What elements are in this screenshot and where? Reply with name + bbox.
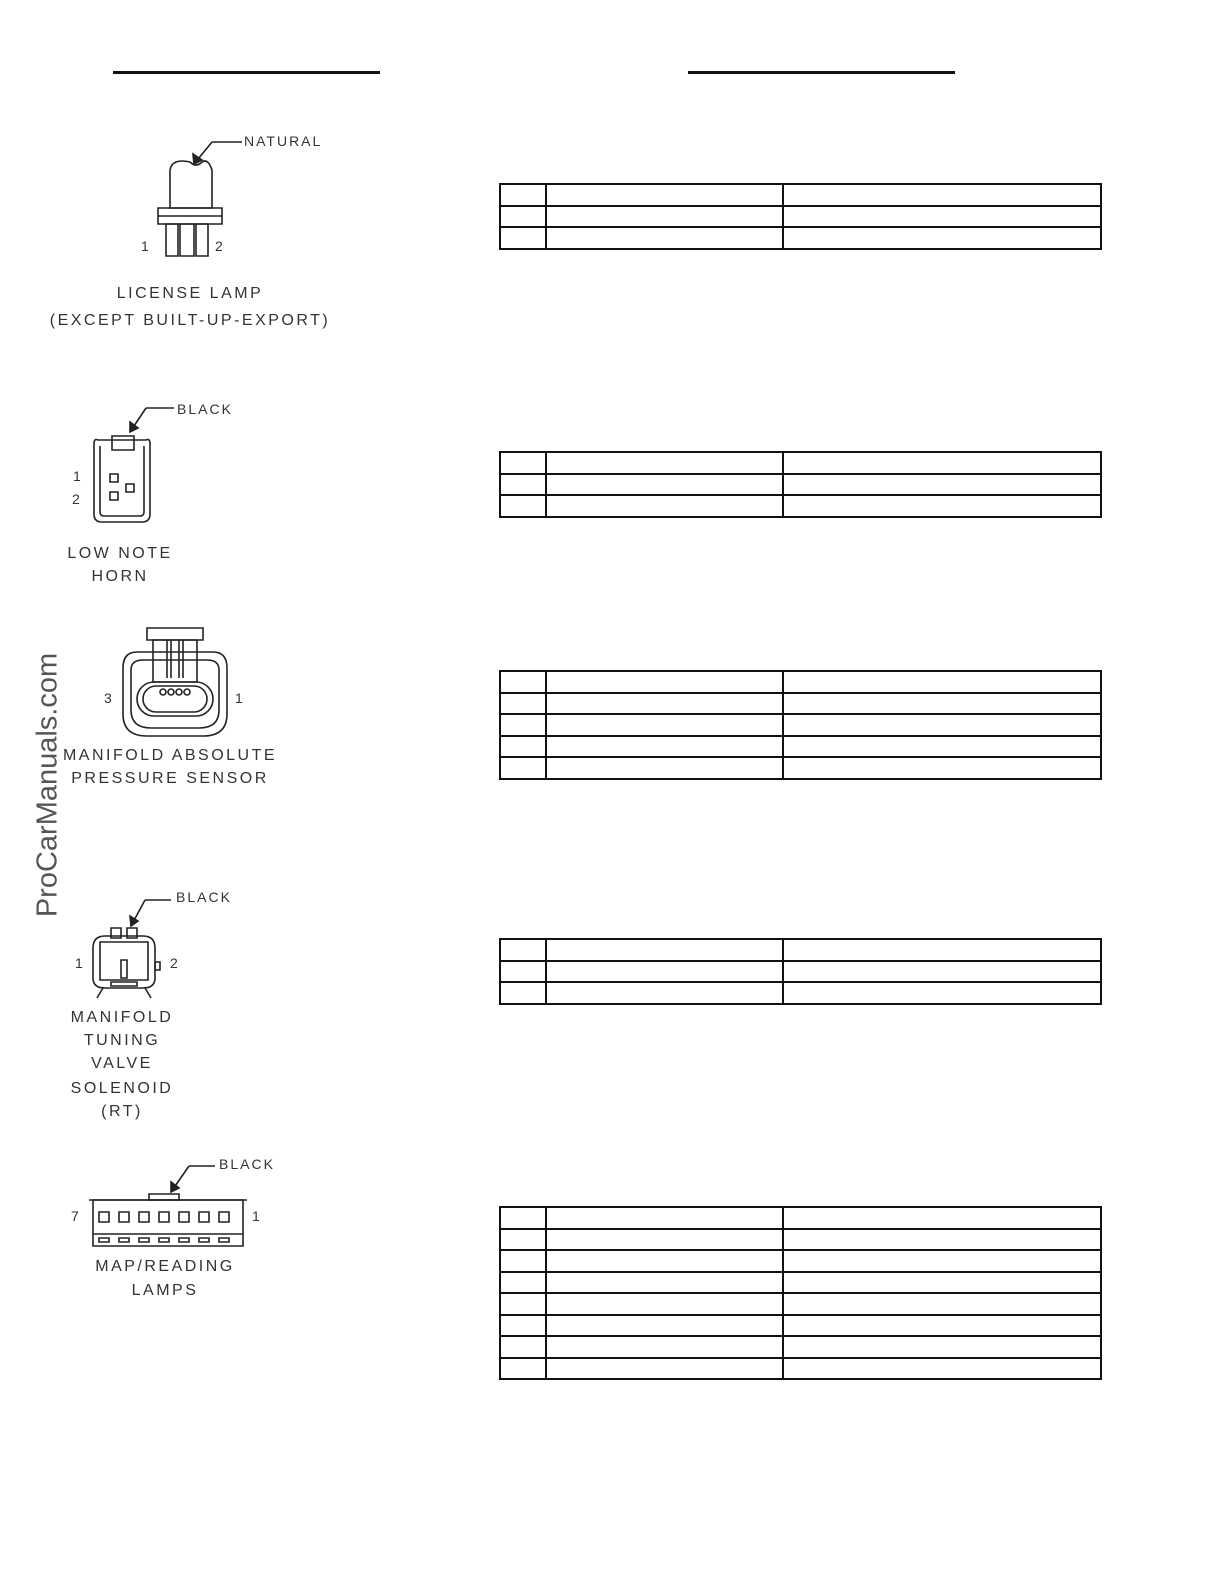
table-cell [783, 1229, 1101, 1251]
caption-line: PRESSURE SENSOR [71, 770, 269, 787]
table-cell [546, 452, 783, 474]
table-cell [783, 452, 1101, 474]
caption-line: MAP/READING [95, 1258, 235, 1275]
table-cell [500, 227, 546, 249]
table-row [500, 671, 1101, 693]
table-cell [500, 1358, 546, 1380]
tuning-valve-pin-1: 1 [75, 955, 83, 971]
map-lamps-connector-icon [85, 1160, 305, 1255]
table-cell [500, 939, 546, 961]
table-cell [546, 714, 783, 736]
table-cell [783, 961, 1101, 983]
table-cell [500, 693, 546, 715]
table-cell [500, 736, 546, 758]
caption-line: SOLENOID [70, 1080, 174, 1097]
table-cell [500, 184, 546, 206]
table-row [500, 452, 1101, 474]
table-row [500, 1272, 1101, 1294]
table-row [500, 495, 1101, 517]
table-row [500, 693, 1101, 715]
table-cell [783, 474, 1101, 496]
table-cell [546, 1207, 783, 1229]
table-row [500, 1229, 1101, 1251]
map-sensor-caption [50, 744, 290, 790]
caption-line: VALVE [91, 1055, 153, 1072]
license-lamp-caption [40, 282, 340, 332]
table-cell [546, 206, 783, 228]
table-cell [546, 1250, 783, 1272]
caption-line: LAMPS [131, 1282, 199, 1299]
table-row [500, 206, 1101, 228]
table-cell [783, 693, 1101, 715]
table-cell [546, 1293, 783, 1315]
table-row [500, 714, 1101, 736]
table-row [500, 1207, 1101, 1229]
pinout-table [499, 183, 1102, 250]
pinout-table [499, 938, 1102, 1005]
table-cell [783, 736, 1101, 758]
table-cell [546, 693, 783, 715]
table-row [500, 939, 1101, 961]
table-row [500, 1293, 1101, 1315]
table-cell [546, 1358, 783, 1380]
table-cell [783, 495, 1101, 517]
horn-connector-icon [90, 400, 250, 525]
tuning-valve-caption [52, 1006, 192, 1123]
table-cell [546, 939, 783, 961]
caption-line: (RT) [101, 1103, 143, 1120]
map-sensor-connector-icon [115, 622, 235, 742]
table-cell [783, 1250, 1101, 1272]
caption-line: MANIFOLD [70, 1009, 174, 1026]
license-lamp-connector-icon [150, 130, 330, 260]
table-cell [546, 1229, 783, 1251]
license-lamp-pin-left: 1 [141, 238, 149, 254]
table-cell [783, 714, 1101, 736]
table-cell [500, 961, 546, 983]
license-lamp-color: NATURAL [244, 133, 323, 149]
pinout-table [499, 451, 1102, 518]
table-cell [783, 1207, 1101, 1229]
horn-color: BLACK [177, 401, 233, 417]
pinout-table [499, 1206, 1102, 1380]
table-cell [783, 206, 1101, 228]
table-row [500, 1250, 1101, 1272]
table-cell [546, 736, 783, 758]
table-cell [546, 757, 783, 779]
horn-pin-2: 2 [72, 491, 80, 507]
map-sensor-pin-1: 1 [235, 690, 243, 706]
table-row [500, 1315, 1101, 1337]
table-row [500, 736, 1101, 758]
table-cell [500, 1207, 546, 1229]
pinout-table [499, 670, 1102, 780]
caption-line: TUNING [83, 1032, 161, 1049]
table-cell [500, 982, 546, 1004]
table-row [500, 1336, 1101, 1358]
table-row [500, 184, 1101, 206]
table-cell [500, 714, 546, 736]
table-cell [546, 1272, 783, 1294]
table-cell [546, 671, 783, 693]
table-cell [783, 184, 1101, 206]
table-cell [546, 1315, 783, 1337]
table-cell [500, 1229, 546, 1251]
table-cell [500, 206, 546, 228]
table-cell [783, 1336, 1101, 1358]
table-cell [783, 1293, 1101, 1315]
map-lamps-pin-7: 7 [71, 1208, 79, 1224]
caption-line: MANIFOLD ABSOLUTE [62, 747, 278, 764]
table-cell [546, 474, 783, 496]
map-lamps-color: BLACK [219, 1156, 275, 1172]
table-cell [546, 982, 783, 1004]
table-cell [500, 452, 546, 474]
map-lamps-pin-1: 1 [252, 1208, 260, 1224]
table-cell [500, 757, 546, 779]
table-cell [783, 939, 1101, 961]
table-cell [783, 982, 1101, 1004]
map-lamps-caption [75, 1255, 255, 1302]
license-lamp-pin-right: 2 [215, 238, 223, 254]
caption-line: (EXCEPT BUILT-UP-EXPORT) [49, 312, 331, 329]
table-cell [500, 1293, 546, 1315]
table-cell [546, 495, 783, 517]
map-sensor-pin-3: 3 [104, 690, 112, 706]
table-cell [546, 961, 783, 983]
tuning-valve-color: BLACK [176, 889, 232, 905]
table-cell [500, 1336, 546, 1358]
table-row [500, 227, 1101, 249]
tuning-valve-pin-2: 2 [170, 955, 178, 971]
table-cell [783, 757, 1101, 779]
caption-line: LICENSE LAMP [116, 285, 264, 302]
table-cell [783, 1315, 1101, 1337]
header-rule-right [688, 71, 955, 74]
table-cell [546, 1336, 783, 1358]
table-cell [500, 495, 546, 517]
table-cell [546, 184, 783, 206]
tuning-valve-connector-icon [85, 888, 245, 1006]
table-row [500, 757, 1101, 779]
table-cell [500, 474, 546, 496]
horn-caption [50, 542, 190, 588]
table-cell [783, 1358, 1101, 1380]
watermark: ProCarManuals.com [31, 652, 64, 918]
table-row [500, 474, 1101, 496]
table-row [500, 1358, 1101, 1380]
table-cell [500, 1250, 546, 1272]
table-cell [783, 1272, 1101, 1294]
caption-line: LOW NOTE [67, 545, 173, 562]
table-row [500, 982, 1101, 1004]
table-cell [500, 1272, 546, 1294]
table-cell [500, 1315, 546, 1337]
table-cell [783, 227, 1101, 249]
header-rule-left [113, 71, 380, 74]
table-cell [546, 227, 783, 249]
table-cell [783, 671, 1101, 693]
table-cell [500, 671, 546, 693]
caption-line: HORN [91, 568, 149, 585]
horn-pin-1: 1 [73, 468, 81, 484]
table-row [500, 961, 1101, 983]
